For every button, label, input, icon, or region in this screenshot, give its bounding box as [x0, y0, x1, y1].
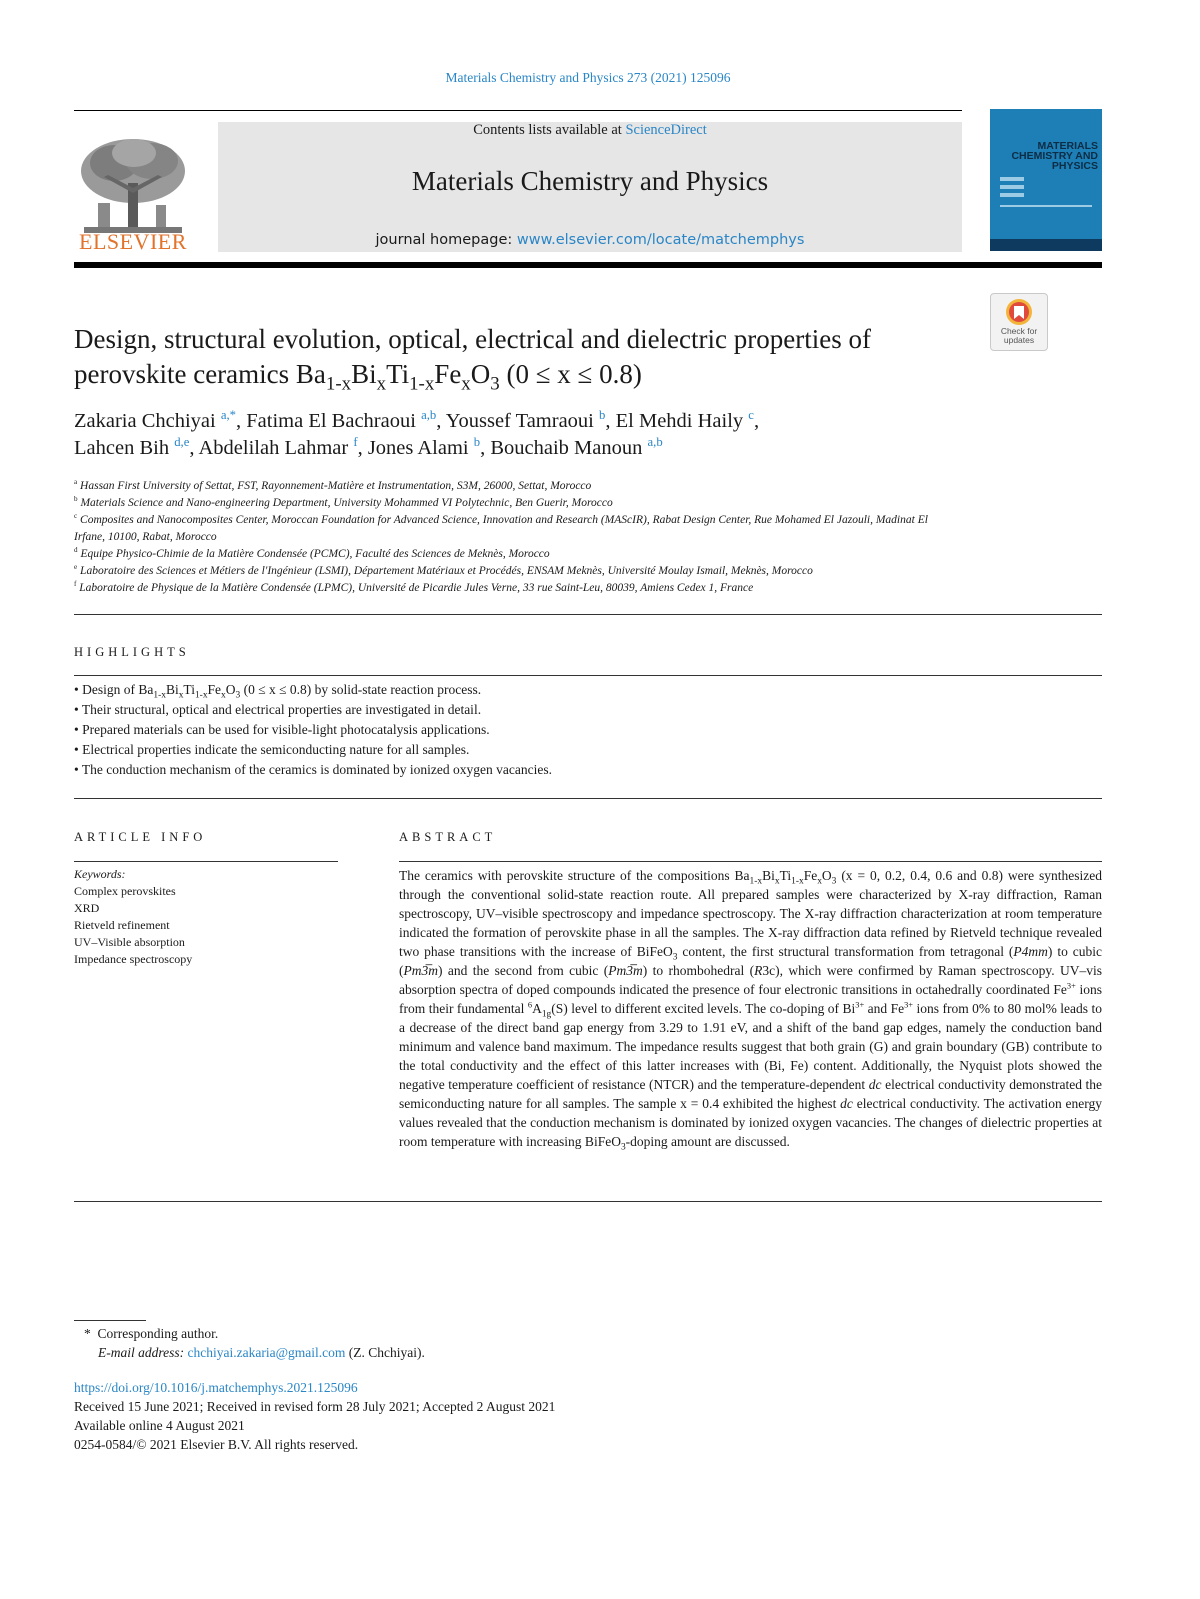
abstract-text: The ceramics with perovskite structure of the compositions $Ba_{1-x}Bi_xTi_{1-x}Fe_xO_3$ (x = 0, 0.2, 0.4, 0.6 and 0.8) were synthesized through the conventional solid-state reaction route. All prepared samples were characterized by X-ray diffraction, Raman spectroscopy, UV–visible spectroscopy and impedance spectroscopy. The X-ray diffraction characterization at room temperature indicated the formation of perovskite phase in all the samples. The X-ray diffraction data refined by Rietveld technique revealed two phase transitions with the increase of BiFeO$_3$ content, the first structural transformation from tetragonal (P4mm) to cubic (Pm3̅m) and the second from cubic (Pm3̅m) to rhombohedral (R3c), which were confirmed by Raman spectroscopy. UV–vis absorption spectra of doped compounds indicated the presence of four electronic transitions in octahedrally coordinated $Fe^{3+}$ ions from their fundamental $^6A_{1g}(S)$ level to different excited levels. The co-doping of $Bi^{3+}$ and $Fe^{3+}$ ions from 0% to 80 mol% leads to a decrease of the direct band gap energy from 3.29 to 1.91 eV, and a shift of the band gap edges, namely the conduction band minimum and valence band maximum. The impedance results suggest that both grain (G) and grain boundary (GB) contribute to the total conductivity and the effect of this latter increases with (Bi, Fe) content. Additionally, the Nyquist plots showed the negative temperature coefficient of resistance (NTCR) and the temperature-dependent dc electrical conductivity demonstrated the semiconducting nature for all samples. The sample x = 0.4 exhibited the highest dc electrical conductivity. The activation energy values revealed that the conduction mechanism is dominated by ionized oxygen vacancies. The changes of dielectric properties at room temperature with increasing BiFeO$_3$-doping amount are discussed.: [399, 868, 1103, 1153]
author-line-1: Zakaria Chchiyai $^{a,*}$, Fatima El Bachraoui $^{a,b}$, Youssef Tamraoui $^b$, El Mehdi Haily $^c$,: [74, 408, 760, 432]
affiliation-text: Laboratoire de Physique de la Matière Condensée (LPMC), Université de Picardie Jules Verne, 33 rue Saint-Leu, 80039, Amiens Cedex 1, France: [79, 582, 754, 594]
cover-title: MATERIALS CHEMISTRY AND PHYSICS: [1011, 140, 1098, 172]
author-affiliation-marks[interactable]: a,*: [220, 408, 237, 423]
author-affiliation-marks[interactable]: b: [473, 435, 481, 450]
footnote-rule: [74, 1320, 146, 1321]
journal-reference-link[interactable]: Materials Chemistry and Physics 273 (2021) 125096: [445, 70, 731, 85]
author-name[interactable]: Lahcen Bih: [74, 437, 170, 459]
abstract-italic: dc: [868, 1077, 882, 1092]
author-name[interactable]: Bouchaib Manoun: [490, 437, 643, 459]
section-divider: [74, 614, 1102, 615]
highlight-suffix: (0 ≤ x ≤ 0.8) by solid-state reaction process.: [243, 682, 482, 697]
cover-stripe: [1000, 193, 1024, 197]
highlight-prefix: • Design of Ba: [74, 682, 154, 697]
keyword-item: Complex perovskites: [74, 884, 176, 898]
highlight-item: • The conduction mechanism of the ceramics is dominated by ionized oxygen vacancies.: [74, 762, 552, 777]
keyword-item: Rietveld refinement: [74, 918, 170, 932]
title-formula-range: (0 ≤ x ≤ 0.8): [506, 359, 642, 389]
affiliation-text: Hassan First University of Settat, FST, Rayonnement-Matière et Instrumentation, S3M, 26000, Settat, Morocco: [80, 480, 592, 492]
available-online: Available online 4 August 2021: [74, 1418, 245, 1433]
affiliation-mark: c: [74, 512, 78, 521]
affiliation-item: [74, 563, 954, 580]
email-link[interactable]: chchiyai.zakaria@gmail.com: [187, 1345, 346, 1360]
space-group: Pm3̅m: [608, 963, 643, 978]
keywords-block: [74, 866, 344, 968]
check-updates-icon: [1004, 297, 1034, 327]
affiliation-list: [74, 478, 954, 597]
author-list: [74, 408, 1094, 462]
abstract-heading: ABSTRACT: [399, 830, 497, 844]
abstract-fragment: electrical conductivity. The activation energy values revealed that the conduction mechanism is dominated by ionized oxygen vacancies. The changes of dielectric properties at room temperature with increasing BiFeO: [399, 1096, 1103, 1149]
check-for-updates-badge[interactable]: [990, 293, 1048, 351]
section-divider: [74, 798, 1102, 799]
received-dates: Received 15 June 2021; Received in revised form 28 July 2021; Accepted 2 August 2021: [74, 1399, 556, 1414]
author-affiliation-marks[interactable]: d,e: [174, 435, 190, 450]
journal-cover-thumbnail[interactable]: [990, 109, 1102, 251]
abstract-fragment: ) and the second from cubic (: [438, 963, 609, 978]
highlight-item: • Prepared materials can be used for visible-light photocatalysis applications.: [74, 722, 490, 737]
affiliation-item: [74, 580, 954, 597]
section-divider: [74, 1201, 1102, 1202]
homepage-prefix: journal homepage:: [375, 232, 513, 248]
author-affiliation-marks[interactable]: c: [748, 408, 754, 423]
keyword-item: Impedance spectroscopy: [74, 952, 193, 966]
highlight-item: • Electrical properties indicate the semiconducting nature for all samples.: [74, 742, 470, 757]
abstract-fragment: ions from their fundamental: [399, 982, 1103, 1016]
header-rule: [74, 110, 962, 111]
title-line-2: perovskite ceramics $Ba_{1-x}Bi_xTi_{1-x}Fe_xO_3$ (0 ≤ x ≤ 0.8): [74, 359, 642, 395]
affiliation-mark: e: [74, 563, 78, 572]
article-info-heading: ARTICLE INFO: [74, 830, 207, 844]
abstract-fragment: (S) level to different excited levels. The co-doping of Bi: [551, 1001, 856, 1016]
affiliation-text: Materials Science and Nano-engineering Department, University Mohammed VI Polytechnic, Ben Guerir, Morocco: [80, 497, 613, 509]
highlight-item: • Design of $Ba_{1-x}Bi_xTi_{1-x}Fe_xO_3$ (0 ≤ x ≤ 0.8) by solid-state reaction process.: [74, 682, 482, 701]
abstract-fragment: The ceramics with perovskite structure of the compositions Ba: [399, 868, 750, 883]
abstract-fragment: (x = 0, 0.2, 0.4, 0.6 and 0.8) were synthesized through the conventional solid-state reaction route. All prepared samples were characterized by X-ray diffraction, Raman spectroscopy, UV–visible spectroscopy and impedance spectroscopy. The X-ray diffraction characterization at room temperature indicated the formation of perovskite phase in all the samples. The X-ray diffraction data refined by Rietveld technique revealed two phase transitions with the increase of BiFeO: [399, 868, 1102, 959]
affiliation-item: [74, 512, 954, 546]
space-group: R: [754, 963, 763, 978]
journal-banner: [218, 122, 962, 252]
abstract-fragment: ) to rhombohedral (: [642, 963, 755, 978]
affiliation-text: Composites and Nanocomposites Center, Moroccan Foundation for Advanced Science, Innovation and Research (MAScIR), Rabat Design Center, Rue Mohamed El Jazouli, Madinat El Irfane, 10100, Rabat, Morocco: [74, 514, 928, 543]
email-line: [84, 1343, 425, 1362]
abstract-fragment: electrical conductivity demonstrated the semiconducting nature for all samples. The sample x = 0.4 exhibited the highest: [399, 1077, 1103, 1111]
cover-footer: [990, 239, 1102, 251]
affiliation-item: [74, 546, 954, 563]
article-metadata: [74, 1378, 555, 1454]
cover-stripe: [1000, 185, 1024, 189]
abstract-fragment: -doping amount are discussed.: [625, 1134, 790, 1149]
author-name[interactable]: Youssef Tamraoui: [445, 410, 594, 432]
abstract-fragment: and Fe: [867, 1001, 905, 1016]
title-line-1: Design, structural evolution, optical, electrical and dielectric properties of: [74, 324, 871, 354]
sciencedirect-link[interactable]: ScienceDirect: [625, 122, 707, 138]
cover-stripe: [1000, 205, 1092, 207]
affiliation-item: [74, 495, 954, 512]
check-updates-label: Check for updates: [1000, 326, 1038, 345]
footnote: [84, 1324, 425, 1362]
affiliation-text: Equipe Physico-Chimie de la Matière Condensée (PCMC), Faculté des Sciences de Meknès, Morocco: [80, 548, 550, 560]
contents-line: [218, 122, 962, 139]
author-name[interactable]: Abdelilah Lahmar: [198, 437, 349, 459]
email-owner: (Z. Chchiyai).: [348, 1345, 425, 1360]
keyword-item: UV–Visible absorption: [74, 935, 185, 949]
author-name[interactable]: El Mehdi Haily: [615, 410, 744, 432]
affiliation-item: [74, 478, 954, 495]
author-line-2: Lahcen Bih $^{d,e}$, Abdelilah Lahmar $^f$, Jones Alami $^b$, Bouchaib Manoun $^{a,b}$: [74, 435, 663, 459]
journal-name: Materials Chemistry and Physics: [411, 166, 769, 196]
author-affiliation-marks[interactable]: a,b: [421, 408, 437, 423]
author-affiliation-marks[interactable]: a,b: [647, 435, 663, 450]
abstract-fragment: content, the first structural transformation from tetragonal (: [682, 944, 1014, 959]
article-info-rule: [74, 861, 338, 862]
abstract-fragment: 3c), which were confirmed by Raman spectroscopy. UV–vis absorption spectra of doped compounds indicated the presence of four electronic transitions in octahedrally coordinated Fe: [399, 963, 1103, 997]
highlights-list: [74, 680, 1102, 780]
header-thick-rule: [74, 262, 1102, 268]
affiliation-mark: d: [74, 546, 78, 555]
cover-stripe: [1000, 177, 1024, 181]
title-formula-prefix: perovskite ceramics Ba: [74, 359, 326, 389]
contents-prefix: Contents lists available at: [473, 122, 622, 138]
abstract-rule: [399, 861, 1102, 862]
footnote-star: *: [84, 1326, 91, 1341]
space-group: Pm3̅m: [403, 963, 438, 978]
email-label: E-mail address:: [98, 1345, 185, 1360]
author-name[interactable]: Jones Alami: [367, 437, 469, 459]
homepage-link[interactable]: www.elsevier.com/locate/matchemphys: [516, 232, 805, 248]
keywords-label: Keywords:: [74, 867, 126, 881]
affiliation-mark: f: [74, 580, 77, 589]
abstract-italic: dc: [840, 1096, 853, 1111]
author-affiliation-marks[interactable]: b: [599, 408, 606, 423]
highlights-rule: [74, 675, 1102, 676]
highlight-item: • Their structural, optical and electrical properties are investigated in detail.: [74, 702, 482, 717]
corresponding-line: [84, 1324, 425, 1343]
copyright-line: 0254-0584/© 2021 Elsevier B.V. All rights reserved.: [74, 1437, 359, 1452]
abstract-fragment: ions from 0% to 80 mol% leads to a decrease of the direct band gap energy from 3.29 to 1.91 eV, and a shift of the band gap edges, namely the conduction band minimum and valence band maximum. The impedance results suggest that both grain (G) and grain boundary (GB) contribute to the total conductivity and the effect of this latter increases with (Bi, Fe) content. Additionally, the Nyquist plots showed the negative temperature coefficient of resistance (NTCR) and the temperature-dependent: [399, 1001, 1102, 1092]
author-affiliation-marks[interactable]: f: [353, 435, 358, 450]
keyword-item: XRD: [74, 901, 100, 915]
abstract-fragment: ) to cubic (: [399, 944, 1102, 978]
homepage-line: [218, 232, 962, 248]
highlights-heading: HIGHLIGHTS: [74, 645, 190, 659]
author-name[interactable]: Fatima El Bachraoui: [246, 410, 416, 432]
elsevier-wordmark: ELSEVIER: [79, 229, 187, 254]
affiliation-mark: b: [74, 495, 78, 504]
doi-link[interactable]: https://doi.org/10.1016/j.matchemphys.2021.125096: [74, 1380, 358, 1395]
author-name[interactable]: Zakaria Chchiyai: [74, 410, 216, 432]
affiliation-text: Laboratoire des Sciences et Métiers de l'Ingénieur (LSMI), Département Matériaux et Procédés, ENSAM Meknès, Université Moulay Ismail, Meknès, Morocco: [80, 565, 813, 577]
space-group: P4mm: [1013, 944, 1048, 959]
affiliation-mark: a: [74, 478, 78, 487]
corresponding-label: Corresponding author.: [97, 1326, 219, 1341]
article-title: [74, 322, 974, 395]
